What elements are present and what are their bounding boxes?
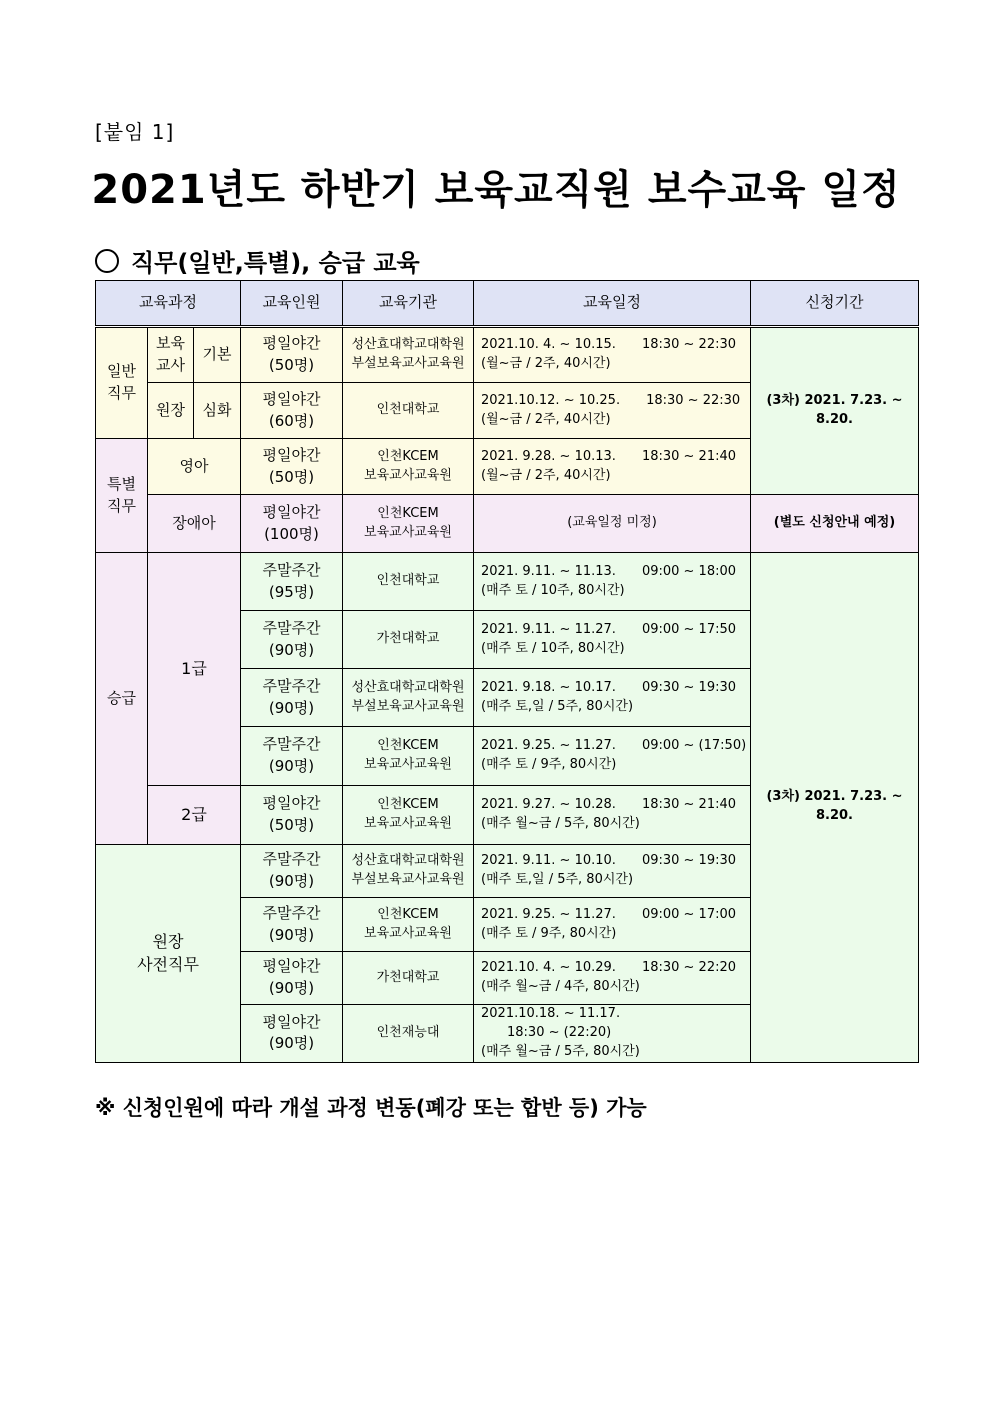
institution-cell: 인천KCEM 보육교사교육원 [343, 898, 474, 952]
count-cell: 평일야간 (100명) [241, 495, 343, 553]
grade2-label: 2급 [148, 786, 241, 845]
schedule-cell: 2021.10. 4. ~ 10.29. 18:30 ~ 22:20 (매주 월~금 / 4주, 80시간) [474, 952, 751, 1005]
count-cell: 주말주간 (95명) [241, 553, 343, 611]
institution-cell: 인천KCEM 보육교사교육원 [343, 495, 474, 553]
schedule-undecided: (교육일정 미정) [474, 495, 751, 553]
header-count: 교육인원 [241, 281, 343, 327]
schedule-cell: 2021.10. 4. ~ 10.15. 18:30 ~ 22:30 (월~금 / 2주, 40시간) [474, 327, 751, 383]
header-institution: 교육기관 [343, 281, 474, 327]
header-course: 교육과정 [96, 281, 241, 327]
institution-cell: 성산효대학교대학원 부설보육교사교육원 [343, 845, 474, 898]
count-cell: 평일야간 (50명) [241, 786, 343, 845]
teacher-label: 보육 교사 [148, 327, 194, 383]
table-row [96, 495, 919, 553]
apply-period: (3차) 2021. 7.23. ~ 8.20. [751, 327, 919, 495]
institution-cell: 인천KCEM 보육교사교육원 [343, 439, 474, 495]
institution-cell: 인천KCEM 보육교사교육원 [343, 727, 474, 786]
institution-cell: 인천KCEM 보육교사교육원 [343, 786, 474, 845]
schedule-cell: 2021. 9.25. ~ 11.27. 09:00 ~ (17:50) (매주 토 / 9주, 80시간) [474, 727, 751, 786]
attachment-label: [붙임 1] [95, 120, 175, 144]
schedule-cell: 2021. 9.28. ~ 10.13. 18:30 ~ 21:40 (월~금 / 2주, 40시간) [474, 439, 751, 495]
basic-label: 기본 [194, 327, 241, 383]
table-header-row [96, 281, 919, 327]
footnote: ※ 신청인원에 따라 개설 과정 변동(폐강 또는 합반 등) 가능 [95, 1096, 647, 1120]
page-title: 2021년도 하반기 보육교직원 보수교육 일정 [91, 167, 901, 213]
schedule-cell: 2021. 9.11. ~ 11.13. 09:00 ~ 18:00 (매주 토 / 10주, 80시간) [474, 553, 751, 611]
grade1-label: 1급 [148, 553, 241, 786]
institution-cell: 가천대학교 [343, 952, 474, 1005]
advanced-label: 심화 [194, 383, 241, 439]
promotion-label: 승급 [96, 553, 148, 845]
apply-period: (3차) 2021. 7.23. ~ 8.20. [751, 553, 919, 1063]
institution-cell: 가천대학교 [343, 611, 474, 669]
count-cell: 주말주간 (90명) [241, 727, 343, 786]
institution-cell: 성산효대학교대학원 부설보육교사교육원 [343, 669, 474, 727]
count-cell: 주말주간 (90명) [241, 845, 343, 898]
count-cell: 평일야간 (90명) [241, 1005, 343, 1063]
count-cell: 주말주간 (90명) [241, 898, 343, 952]
table-row [96, 553, 919, 611]
apply-separate: (별도 신청안내 예정) [751, 495, 919, 553]
special-duty-label: 특별 직무 [96, 439, 148, 553]
circle-bullet-icon [95, 249, 119, 273]
section-title: 직무(일반,특별), 승급 교육 [131, 249, 420, 277]
schedule-cell: 2021. 9.27. ~ 10.28. 18:30 ~ 21:40 (매주 월~금 / 5주, 80시간) [474, 786, 751, 845]
count-cell: 평일야간 (60명) [241, 383, 343, 439]
institution-cell: 인천재능대 [343, 1005, 474, 1063]
header-apply: 신청기간 [751, 281, 919, 327]
schedule-cell: 2021. 9.11. ~ 11.27. 09:00 ~ 17:50 (매주 토 / 10주, 80시간) [474, 611, 751, 669]
section-heading [95, 243, 420, 278]
director-label: 원장 [148, 383, 194, 439]
table-row [96, 327, 919, 383]
count-cell: 평일야간 (50명) [241, 327, 343, 383]
count-cell: 주말주간 (90명) [241, 611, 343, 669]
header-schedule: 교육일정 [474, 281, 751, 327]
infant-label: 영아 [148, 439, 241, 495]
schedule-cell: 2021. 9.18. ~ 10.17. 09:30 ~ 19:30 (매주 토,일 / 5주, 80시간) [474, 669, 751, 727]
disabled-label: 장애아 [148, 495, 241, 553]
count-cell: 평일야간 (90명) [241, 952, 343, 1005]
director-pre-label: 원장 사전직무 [96, 845, 241, 1063]
schedule-cell: 2021. 9.11. ~ 10.10. 09:30 ~ 19:30 (매주 토,일 / 5주, 80시간) [474, 845, 751, 898]
general-duty-label: 일반 직무 [96, 327, 148, 439]
institution-cell: 인천대학교 [343, 383, 474, 439]
institution-cell: 인천대학교 [343, 553, 474, 611]
count-cell: 평일야간 (50명) [241, 439, 343, 495]
schedule-table [95, 280, 919, 1063]
schedule-cell: 2021.10.18. ~ 11.17.18:30 ~ (22:20) (매주 월~금 / 5주, 80시간) [474, 1005, 751, 1063]
schedule-cell: 2021. 9.25. ~ 11.27. 09:00 ~ 17:00 (매주 토 / 9주, 80시간) [474, 898, 751, 952]
schedule-cell: 2021.10.12. ~ 10.25. 18:30 ~ 22:30 (월~금 / 2주, 40시간) [474, 383, 751, 439]
count-cell: 주말주간 (90명) [241, 669, 343, 727]
institution-cell: 성산효대학교대학원 부설보육교사교육원 [343, 327, 474, 383]
